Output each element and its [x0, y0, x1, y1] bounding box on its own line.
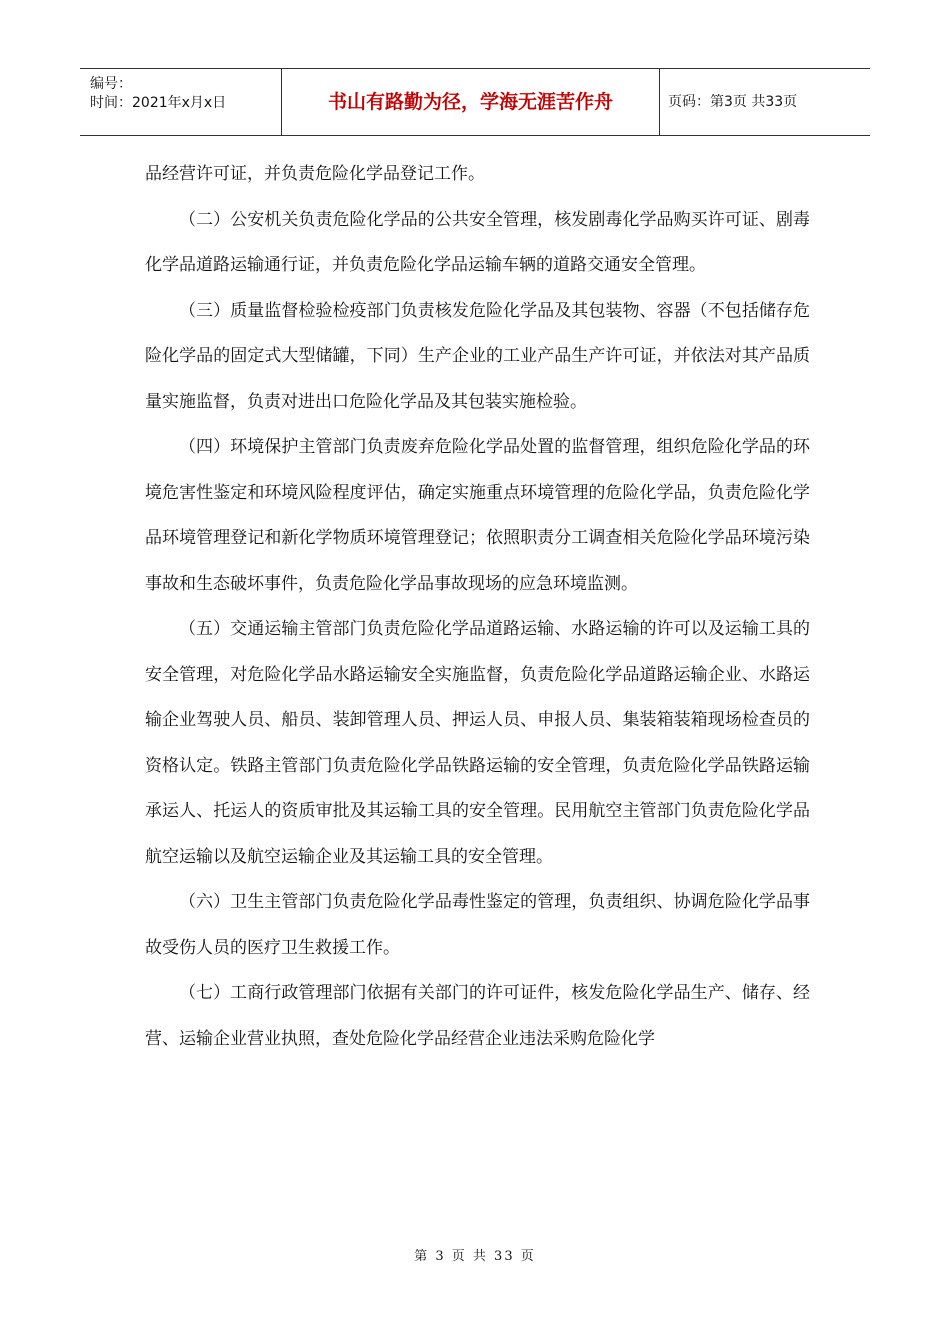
paragraph-item-6: （六）卫生主管部门负责危险化学品毒性鉴定的管理，负责组织、协调危险化学品事故受伤人员的医疗卫生救援工作。	[145, 892, 810, 958]
paragraph-item-2: （二）公安机关负责危险化学品的公共安全管理，核发剧毒化学品购买许可证、剧毒化学品道路运输通行证，并负责危险化学品运输车辆的道路交通安全管理。	[145, 209, 810, 275]
document-number-label: 编号：	[90, 76, 132, 92]
paragraph-item-4: （四）环境保护主管部门负责废弃危险化学品处置的监督管理，组织危险化学品的环境危害性鉴定和环境风险程度评估，确定实施重点环境管理的危险化学品，负责危险化学品环境管理登记和新化学物质环境管理登记；依照职责分工调查相关危险化学品环境污染事故和生态破坏事件，负责危险化学品事故现场的应急环境监测。	[145, 437, 810, 594]
header-meta	[80, 69, 282, 135]
header-motto: 书山有路勤为径，学海无涯苦作舟	[282, 69, 660, 135]
header-page-info: 页码：第3页 共33页	[668, 94, 798, 110]
paragraph-item-5: （五）交通运输主管部门负责危险化学品道路运输、水路运输的许可以及运输工具的安全管理，对危险化学品水路运输安全实施监督，负责危险化学品道路运输企业、水路运输企业驾驶人员、船员、装卸管理人员、押运人员、申报人员、集装箱装箱现场检查员的资格认定。铁路主管部门负责危险化学品铁路运输的安全管理，负责危险化学品铁路运输承运人、托运人的资质审批及其运输工具的安全管理。民用航空主管部门负责危险化学品航空运输以及航空运输企业及其运输工具的安全管理。	[145, 619, 810, 867]
document-body	[145, 152, 810, 1062]
paragraph-item-7: （七）工商行政管理部门依据有关部门的许可证件，核发危险化学品生产、储存、经营、运输企业营业执照，查处危险化学品经营企业违法采购危险化学	[145, 983, 810, 1049]
page-footer: 第 3 页 共 33 页	[414, 1249, 536, 1264]
document-date: 时间：2021年x月x日	[90, 95, 227, 111]
paragraph-continuation: 品经营许可证，并负责危险化学品登记工作。	[145, 164, 485, 184]
page-header	[80, 68, 870, 136]
paragraph-item-3: （三）质量监督检验检疫部门负责核发危险化学品及其包装物、容器（不包括储存危险化学品的固定式大型储罐，下同）生产企业的工业产品生产许可证，并依法对其产品质量实施监督，负责对进出口危险化学品及其包装实施检验。	[145, 300, 810, 412]
